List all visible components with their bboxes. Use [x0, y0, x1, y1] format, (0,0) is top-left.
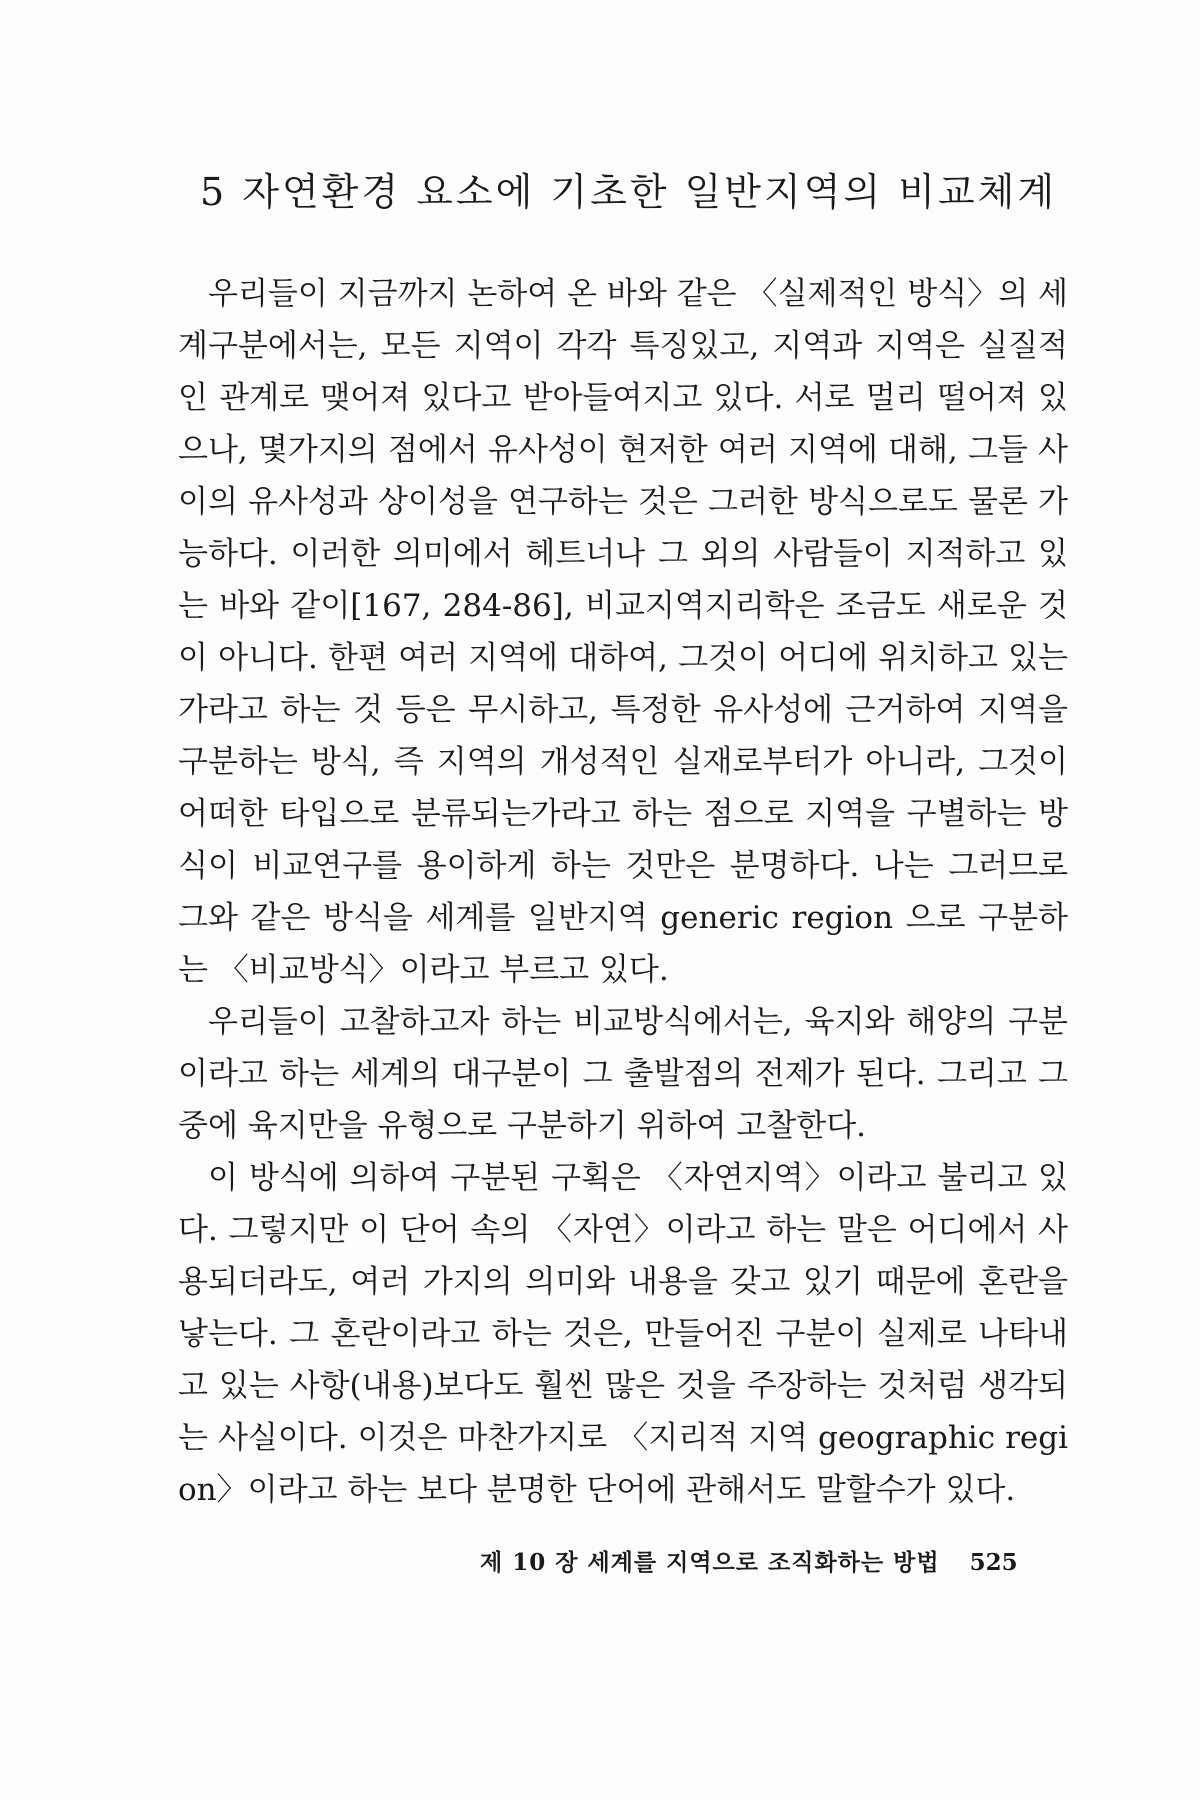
paragraph: 우리들이 지금까지 논하여 온 바와 같은 〈실제적인 방식〉의 세계구분에서는, 모든 지역이 각각 특징있고, 지역과 지역은 실질적인 관계로 맺어져 있다고 받아들여지고 있다. 서로 멀리 떨어져 있으나, 몇가지의 점에서 유사성이 현저한 여러 지역에 대해, 그들 사이의 유사성과 상이성을 연구하는 것은 그러한 방식으로도 물론 가능하다. 이러한 의미에서 헤트너나 그 외의 사람들이 지적하고 있는 바와 같이[167, 284-86], 비교지역지리학은 조금도 새로운 것이 아니다. 한편 여러 지역에 대하여, 그것이 어디에 위치하고 있는가라고 하는 것 등은 무시하고, 특정한 유사성에 근거하여 지역을 구분하는 방식, 즉 지역의 개성적인 실재로부터가 아니라, 그것이 어떠한 타입으로 분류되는가라고 하는 점으로 지역을 구별하는 방식이 비교연구를 용이하게 하는 것만은 분명하다. 나는 그러므로 그와 같은 방식을 세계를 일반지역 generic region 으로 구분하는 〈비교방식〉이라고 부르고 있다.	[178, 276, 1068, 988]
section-title: 5 자연환경 요소에 기초한 일반지역의 비교체계	[200, 170, 1058, 214]
chapter-title: 제 10 장 세계를 지역으로 조직화하는 방법	[480, 1549, 940, 1576]
running-footer	[480, 1547, 1060, 1579]
paragraph: 우리들이 고찰하고자 하는 비교방식에서는, 육지와 해양의 구분이라고 하는 세계의 대구분이 그 출발점의 전제가 된다. 그리고 그 중에 육지만을 유형으로 구분하기 위하여 고찰한다.	[178, 1004, 1068, 1144]
page-number: 525	[969, 1549, 1018, 1576]
paragraph: 이 방식에 의하여 구분된 구획은 〈자연지역〉이라고 불리고 있다. 그렇지만 이 단어 속의 〈자연〉이라고 하는 말은 어디에서 사용되더라도, 여러 가지의 의미와 내용을 갖고 있기 때문에 혼란을 낳는다. 그 혼란이라고 하는 것은, 만들어진 구분이 실제로 나타내고 있는 사항(내용)보다도 훨씬 많은 것을 주장하는 것처럼 생각되는 사실이다. 이것은 마찬가지로 〈지리적 지역 geographic region〉이라고 하는 보다 분명한 단어에 관해서도 말할수가 있다.	[178, 1160, 1068, 1508]
body-text	[178, 268, 1068, 1516]
